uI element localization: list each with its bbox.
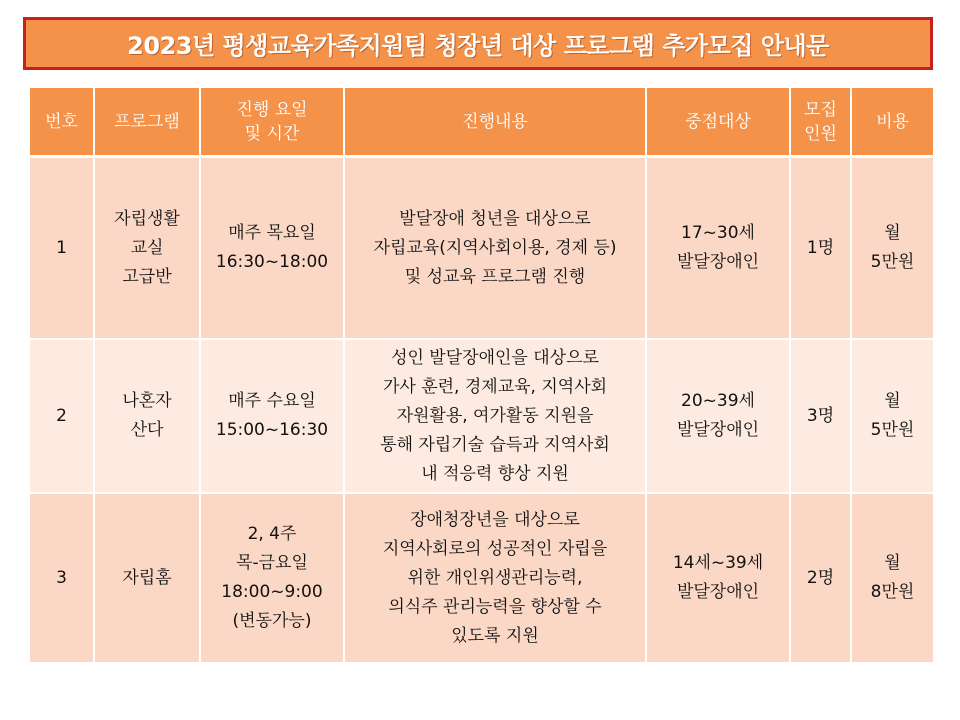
cell-program: 나혼자 산다 [94, 339, 200, 493]
table-row [30, 339, 933, 493]
cell-target: 20~39세 발달장애인 [646, 339, 790, 493]
cell-schedule: 2, 4주 목-금요일 18:00~9:00 (변동가능) [200, 493, 344, 663]
table-row [30, 157, 933, 340]
cell-capacity: 3명 [790, 339, 851, 493]
table-row [30, 493, 933, 663]
cell-target: 14세~39세 발달장애인 [646, 493, 790, 663]
cell-capacity: 2명 [790, 493, 851, 663]
cell-schedule: 매주 수요일 15:00~16:30 [200, 339, 344, 493]
cell-cost: 월 5만원 [851, 339, 933, 493]
cell-program: 자립홈 [94, 493, 200, 663]
header-content: 진행내용 [344, 88, 646, 157]
cell-number: 3 [30, 493, 94, 663]
cell-number: 1 [30, 157, 94, 340]
header-capacity: 모집 인원 [790, 88, 851, 157]
table-header-row [30, 88, 933, 157]
header-program: 프로그램 [94, 88, 200, 157]
cell-program: 자립생활 교실 고급반 [94, 157, 200, 340]
title-banner [23, 17, 933, 70]
cell-schedule: 매주 목요일 16:30~18:00 [200, 157, 344, 340]
page-title: 2023년 평생교육가족지원팀 청장년 대상 프로그램 추가모집 안내문 [127, 32, 829, 60]
header-target: 중점대상 [646, 88, 790, 157]
header-cost: 비용 [851, 88, 933, 157]
cell-capacity: 1명 [790, 157, 851, 340]
header-number: 번호 [30, 88, 94, 157]
cell-cost: 월 8만원 [851, 493, 933, 663]
cell-number: 2 [30, 339, 94, 493]
program-table [30, 88, 933, 664]
cell-target: 17~30세 발달장애인 [646, 157, 790, 340]
cell-content: 성인 발달장애인을 대상으로 가사 훈련, 경제교육, 지역사회 자원활용, 여가활동 지원을 통해 자립기술 습득과 지역사회 내 적응력 향상 지원 [344, 339, 646, 493]
header-schedule: 진행 요일 및 시간 [200, 88, 344, 157]
cell-content: 장애청장년을 대상으로 지역사회로의 성공적인 자립을 위한 개인위생관리능력, 의식주 관리능력을 향상할 수 있도록 지원 [344, 493, 646, 663]
cell-content: 발달장애 청년을 대상으로 자립교육(지역사회이용, 경제 등) 및 성교육 프로그램 진행 [344, 157, 646, 340]
cell-cost: 월 5만원 [851, 157, 933, 340]
